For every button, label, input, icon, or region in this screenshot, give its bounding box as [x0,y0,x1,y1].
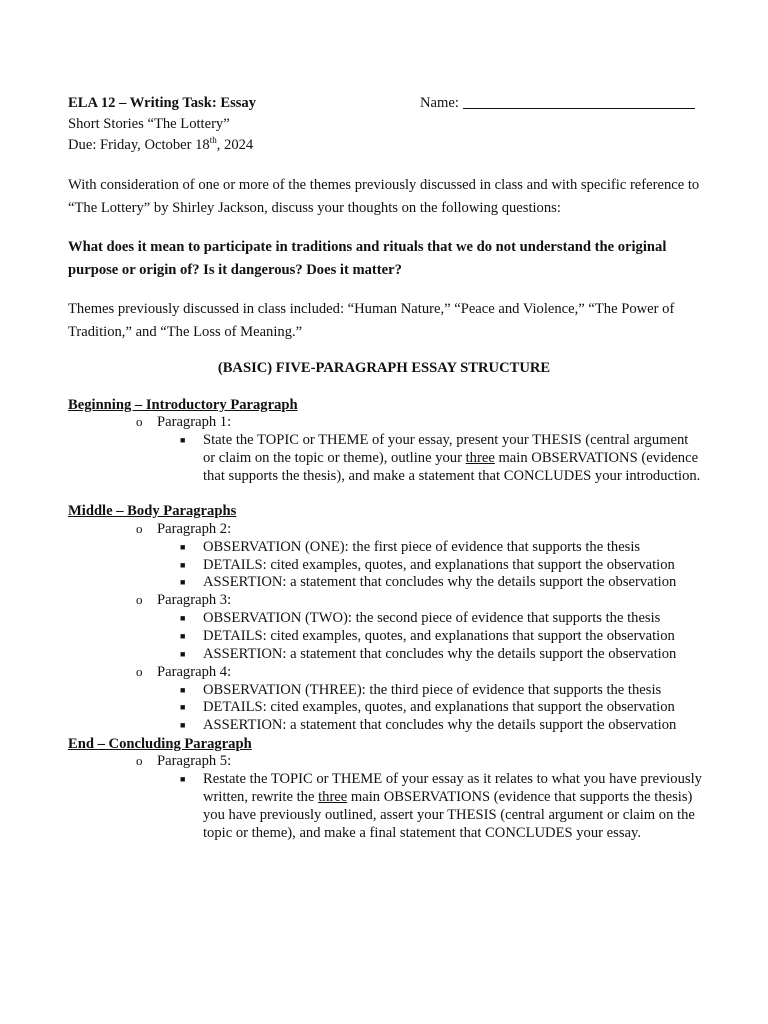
list-item: DETAILS: cited examples, quotes, and explanations that support the observation [203,557,675,573]
list-item: OBSERVATION (ONE): the first piece of evidence that supports the thesis [203,539,641,555]
square-bullet-icon: ■ [180,613,186,623]
list-item: OBSERVATION (TWO): the second piece of evidence that supports the thesis [203,610,661,626]
subtitle: Short Stories “The Lottery” [68,116,230,132]
section-heading-end: End – Concluding Paragraph [68,736,252,752]
circle-bullet-icon: o [136,664,143,679]
square-bullet-icon: ■ [180,649,186,659]
list-item: ASSERTION: a statement that concludes why the details support the observation [203,717,677,733]
paragraph-5-label: Paragraph 5: [157,753,232,769]
paragraph-3-label: Paragraph 3: [157,592,232,608]
section-heading-middle: Middle – Body Paragraphs [68,503,237,519]
square-bullet-icon: ■ [180,774,186,784]
square-bullet-icon: ■ [180,631,186,641]
list-item: DETAILS: cited examples, quotes, and explanations that support the observation [203,699,675,715]
themes-paragraph: Themes previously discussed in class included: “Human Nature,” “Peace and Violence,” “The Power of Tradition,” and “The Loss of Meaning.” [68,301,675,340]
paragraph-1-label: Paragraph 1: [157,414,232,430]
paragraph-1-description: State the TOPIC or THEME of your essay, present your THESIS (central argument or claim on the topic or theme), outline your three main OBSERVATIONS (evidence that supports the thesis), and make a statement that CONCLUDES your introduction. [203,432,701,484]
paragraph-4-label: Paragraph 4: [157,664,232,680]
circle-bullet-icon: o [136,753,143,768]
square-bullet-icon: ■ [180,542,186,552]
name-label: Name: [420,95,459,111]
square-bullet-icon: ■ [180,720,186,730]
essay-question: What does it mean to participate in traditions and rituals that we do not understand the original purpose or origin of? Is it dangerous? Does it matter? [68,239,667,278]
due-date: Due: Friday, October 18th, 2024 [68,135,254,153]
square-bullet-icon: ■ [180,702,186,712]
square-bullet-icon: ■ [180,685,186,695]
paragraph-2-label: Paragraph 2: [157,521,232,537]
list-item: OBSERVATION (THREE): the third piece of evidence that supports the thesis [203,682,662,698]
paragraph-5-description: Restate the TOPIC or THEME of your essay as it relates to what you have previously written, rewrite the three main OBSERVATIONS (evidence that supports the thesis) you have previously outlined, assert your THESIS (central argument or claim on the topic or theme), and make a final statement that CONCLUDES your essay. [203,771,702,841]
list-item: DETAILS: cited examples, quotes, and explanations that support the observation [203,628,675,644]
circle-bullet-icon: o [136,414,143,429]
course-title: ELA 12 – Writing Task: Essay [68,95,257,111]
structure-title: (BASIC) FIVE-PARAGRAPH ESSAY STRUCTURE [217,360,551,376]
list-item: ASSERTION: a statement that concludes why the details support the observation [203,574,677,590]
intro-paragraph: With consideration of one or more of the themes previously discussed in class and with specific reference to “The Lottery” by Shirley Jackson, discuss your thoughts on the following questions: [68,177,700,216]
square-bullet-icon: ■ [180,435,186,445]
circle-bullet-icon: o [136,592,143,607]
name-blank-line [463,94,695,109]
section-heading-beginning: Beginning – Introductory Paragraph [68,397,298,413]
name-field [420,94,695,112]
circle-bullet-icon: o [136,521,143,536]
square-bullet-icon: ■ [180,560,186,570]
square-bullet-icon: ■ [180,577,186,587]
list-item: ASSERTION: a statement that concludes why the details support the observation [203,646,677,662]
